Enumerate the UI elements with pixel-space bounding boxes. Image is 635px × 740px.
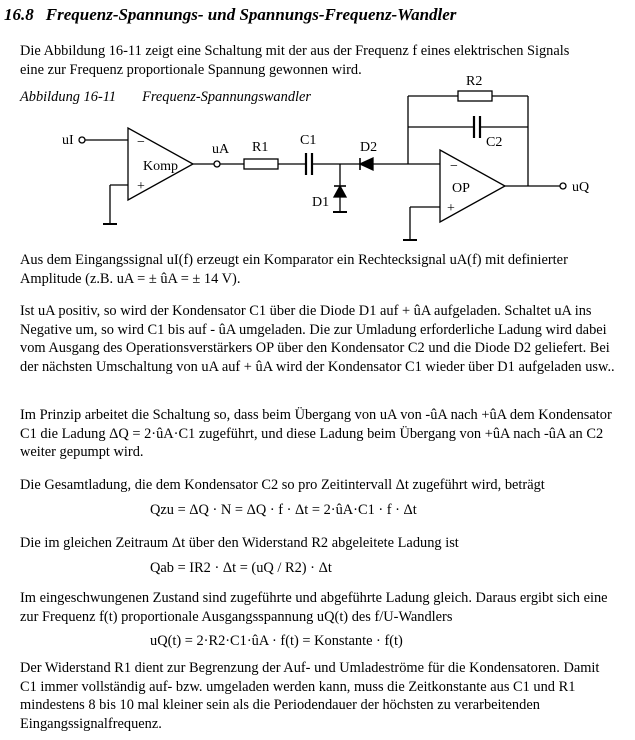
label-r1: R1	[252, 140, 269, 155]
output-terminal	[560, 183, 566, 189]
paragraph-3: Im Prinzip arbeitet die Schaltung so, dass beim Übergang von uA von -ûA nach +ûA dem Kondensator C1 die Ladung ΔQ = 2·ûA·C1 zugeführt, und diese Ladung beim Übergang von +ûA nach -ûA an C2 weiter gepumpt wird.	[20, 407, 612, 460]
figure-label: Abbildung 16-11	[20, 89, 117, 105]
paragraph-1: Aus dem Eingangssignal uI(f) erzeugt ein Komparator ein Rechtecksignal uA(f) mit definierter Amplitude (z.B. uA = ± ûA = ± 14 V).	[20, 252, 568, 287]
label-d2: D2	[360, 140, 378, 155]
op-minus: −	[450, 159, 458, 174]
input-terminal	[79, 137, 85, 143]
diode-d1	[334, 186, 346, 197]
circuit-diagram	[0, 0, 635, 245]
formula-uq: uQ(t) = 2·R2·C1·ûA · f(t) = Konstante · f(t)	[150, 633, 403, 649]
op-plus: +	[447, 201, 455, 216]
label-ua: uA	[212, 142, 230, 157]
label-c1: C1	[300, 133, 317, 148]
node-ua	[214, 161, 220, 167]
label-r2: R2	[466, 74, 483, 89]
resistor-r1	[244, 159, 278, 169]
label-ui: uI	[62, 133, 74, 148]
label-c2: C2	[486, 135, 503, 150]
label-uq: uQ	[572, 180, 590, 195]
paragraph-7: Der Widerstand R1 dient zur Begrenzung der Auf- und Umladeströme für die Kondensatoren. Damit C1 immer vollständig auf- bzw. umgeladen werden kann, muss die Zeitkonstante aus C1 und R1 mindestens 8 bis 10 mal kleiner sein als die Periodendauer der höchsten zu verarbeitenden Eingangssignalfrequenz.	[20, 660, 600, 732]
paragraph-4: Die Gesamtladung, die dem Kondensator C2 so pro Zeitintervall Δt zugeführt wird, beträgt	[20, 477, 545, 493]
figure-title: Frequenz-Spannungswandler	[142, 89, 312, 105]
diode-d2	[360, 158, 373, 170]
label-d1: D1	[312, 195, 330, 210]
paragraph-6: Im eingeschwungenen Zustand sind zugeführte und abgeführte Ladung gleich. Daraus ergibt sich eine zur Frequenz f(t) proportionale Ausgangsspannung uQ(t) des f/U-Wandlers	[20, 590, 608, 625]
section-number: 16.8	[4, 5, 34, 24]
formula-qab: Qab = IR2 · Δt = (uQ / R2) · Δt	[150, 560, 332, 576]
intro-text: Die Abbildung 16-11 zeigt eine Schaltung mit der aus der Frequenz f eines elektrischen Signals eine zur Frequenz proportionale Spannung gewonnen wird.	[20, 43, 570, 78]
paragraph-5: Die im gleichen Zeitraum Δt über den Widerstand R2 abgeleitete Ladung ist	[20, 535, 459, 551]
section-title: Frequenz-Spannungs- und Spannungs-Frequenz-Wandler	[45, 5, 457, 24]
label-komp: Komp	[143, 159, 178, 174]
resistor-r2	[458, 91, 492, 101]
label-op: OP	[452, 181, 470, 196]
formula-qzu: Qzu = ΔQ · N = ΔQ · f · Δt = 2·ûA·C1 · f · Δt	[150, 502, 417, 518]
comp-minus: −	[137, 135, 145, 150]
comp-plus: +	[137, 179, 145, 194]
paragraph-2: Ist uA positiv, so wird der Kondensator C1 über die Diode D1 auf + ûA aufgeladen. Schaltet uA ins Negative um, so wird C1 bis auf - ûA umgeladen. Die zur Umladung erforderliche Ladung wird dabei vom Ausgang des Operationsverstärkers OP über den Kondensator C2 und die Diode D2 geliefert. Bei der nächsten Umschaltung von uA auf + ûA wird der Kondensator C1 wieder über D1 aufgeladen usw..	[20, 303, 615, 375]
